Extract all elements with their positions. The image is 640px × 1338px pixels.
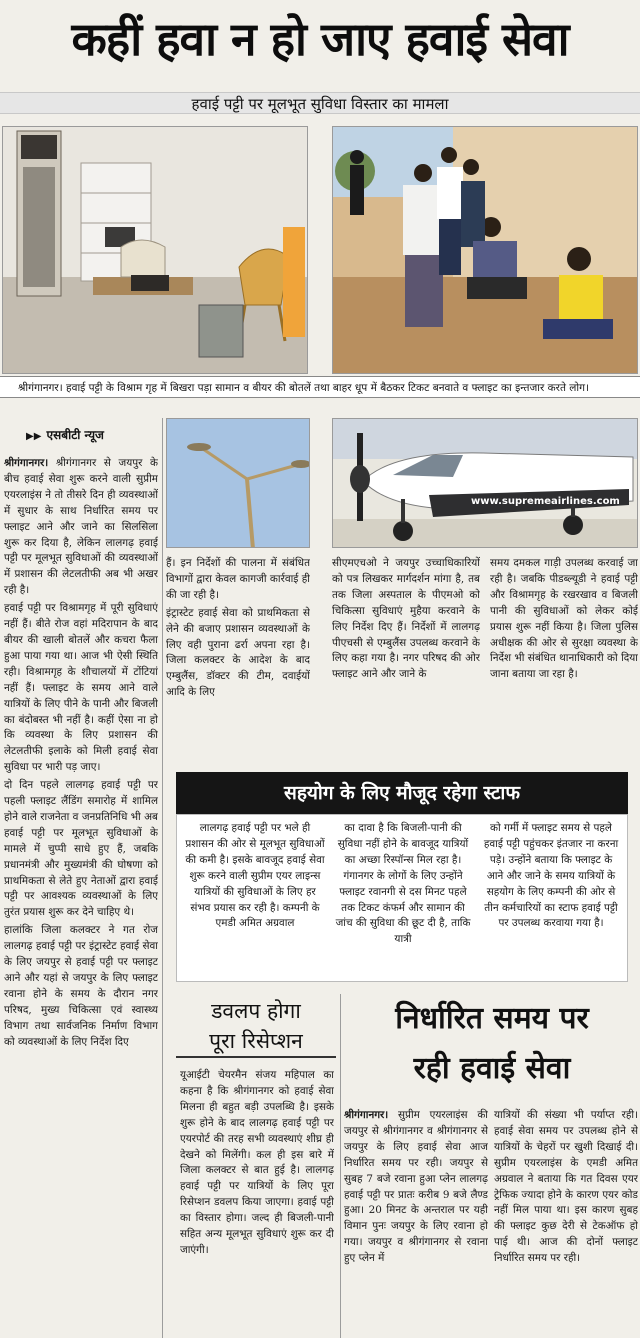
main-headline: कहीं हवा न हो जाए हवाई सेवा bbox=[71, 12, 569, 66]
aircraft-livery-text: www.supremeairlines.com bbox=[471, 496, 620, 507]
aircraft-photo bbox=[332, 418, 638, 548]
column-divider bbox=[162, 418, 163, 1338]
paragraph: हालांकि जिला कलक्टर ने गत रोज लालगढ़ हवाई पट्टी पर इंट्रास्टेट हवाई सेवा के लिए जयपुर से हवाई पट्टी पर फ्लाइट आने और यहां से जयपुर के लिए फ्लाइट रवाना होने के समय के दौरान नगर परिषद, मुख्य चिकित्सा एवं स्वास्थ्य विभाग तथा सार्वजनिक निर्माण विभाग को व्यवस्थाओं के लिए निर्देश दिए bbox=[4, 924, 158, 1048]
streetlight-image bbox=[167, 419, 310, 548]
reception-heading-box bbox=[176, 996, 336, 1058]
paragraph: इंट्रास्टेट हवाई सेवा को प्राथमिकता से लेने की बजाए प्रशासन व्यवस्थाओं के लिए वही पुराना ढर्रा अपना रहा है। जिला कलक्टर के आदेश के बाद एम्बुलैंस, डॉक्टर की टीम, दवाईयों आदि के लिए bbox=[166, 606, 310, 699]
paragraph: समय दमकल गाड़ी उपलब्ध करवाई जा रही है। जबकि पीडब्ल्यूडी ने हवाई पट्टी और विश्रामगृह के रखरखाव व बिजली पानी की सुविधाओं को लेकर कोई प्रयास शुरू नहीं किया है। जिला पुलिस अधीक्षक की ओर से सुरक्षा व्यवस्था के निर्देश भी संबंधित थानाधिकारी को दिया जाना बताया जा रहा है। bbox=[490, 557, 638, 681]
article-column-3 bbox=[332, 556, 480, 756]
schedule-column-1 bbox=[344, 1108, 488, 1334]
paragraph: हैं। इन निर्देशों की पालना में संबंधित विभागों द्वारा केवल कागजी कार्रवाई ही की जा रही है। bbox=[166, 557, 310, 601]
passengers-image bbox=[333, 127, 638, 374]
photo-caption: श्रीगंगानगर। हवाई पट्टी के विश्राम गृह में बिखरा पड़ा सामान व बीयर की बोतलें तथा बाहर धूप में बैठकर टिकट बनवाते व फ्लाइट का इन्तजार करते लोग। bbox=[0, 376, 640, 398]
paragraph: सुप्रीम एयरलाइंस की जयपुर से श्रीगंगानगर व श्रीगंगानगर से जयपुर के लिए हवाई सेवा आज निर्धारित समय पर रही। जयपुर से सुबह 7 बजे रवाना हुआ प्लेन लालगढ़ हवाई पट्टी पर प्रातः करीब 9 बजे लैण्ड हुआ। 20 मिनट के अन्तराल पर यही विमान पुनः जयपुर के लिए रवाना हो गया। जयपुर व श्रीगंगानगर से रवाना हुए प्लेन में bbox=[344, 1109, 488, 1265]
dateline: श्रीगंगानगर। bbox=[4, 457, 49, 469]
staff-box-heading: सहयोग के लिए मौजूद रहेगा स्टाफ bbox=[176, 772, 628, 814]
schedule-heading-line-1: निर्धारित समय पर bbox=[395, 1001, 589, 1036]
schedule-heading bbox=[344, 994, 640, 1098]
agency-byline bbox=[26, 424, 166, 440]
article-column-2 bbox=[166, 556, 310, 756]
rest-house-photo bbox=[2, 126, 308, 374]
column-divider bbox=[340, 994, 341, 1338]
dateline: श्रीगंगानगर। bbox=[344, 1109, 389, 1121]
rest-house-image bbox=[3, 127, 308, 374]
streetlight-photo bbox=[166, 418, 310, 548]
passengers-outside-photo bbox=[332, 126, 638, 374]
paragraph: सीएमएचओ ने जयपुर उच्चाधिकारियों को पत्र लिखकर मार्गदर्शन मांगा है, तब तक जिला अस्पताल के पीएमओ को चिकित्सा सुविधाएं मुहैया करवाने के लिए निर्देश दिए हैं। निर्देशों में लालगढ़ पीएचसी से एम्बुलैंस उपलब्ध करवाने के लिए कहा गया है। नगर परिषद की ओर फ्लाइट आने और जाने के bbox=[332, 557, 480, 681]
paragraph: हवाई पट्टी पर विश्रामगृह में पूरी सुविधाएं नहीं हैं। बीते रोज वहां मदिरापान के बाद बीयर की खाली बोतलें और कचरा फैला हुआ पाया गया था। आज भी ऐसी स्थिति रही। विश्रामगृह के शौचालयों में टोंटियां नहीं हैं। फ्लाइट के समय आने वाले यात्रियों के लिए पीने के पानी और बिजली का बंदोबस्त भी नहीं है। कहीं ऐसा ना हो कि व्यवस्था के लिए प्रशासन की लेटलतीफी इलाके को मिली हवाई सेवा सुविधा पर भारी पड़ जाए। bbox=[4, 602, 158, 774]
aircraft-image bbox=[333, 419, 638, 548]
agency-name: एसबीटी न्यूज bbox=[46, 428, 104, 442]
reception-heading-line-2: पूरा रिसेप्शन bbox=[209, 1029, 303, 1053]
schedule-heading-line-2: रही हवाई सेवा bbox=[413, 1051, 571, 1086]
schedule-column-2: यात्रियों की संख्या भी पर्याप्त रही। हवाई सेवा समय पर उपलब्ध होने से यात्रियों के चेहरों पर खुशी दिखाई दी। सुप्रीम एयरलाइंस के एमडी अमित अग्रवाल ने बताया कि गत दिवस एयर ट्रेफिक ज्यादा होने के कारण एयर कोड नहीं मिल पाया था। इस कारण सुबह की फ्लाइट कुछ देरी से टेकऑफ हो पाई थी। आज की दोनों फ्लाइट निर्धारित समय पर रही। bbox=[494, 1109, 638, 1265]
staff-column-1: लालगढ़ हवाई पट्टी पर भले ही प्रशासन की ओर से मूलभूत सुविधाओं की कमी है। इसके बावजूद हवाई सेवा शुरू करने वाली सुप्रीम एयर लाइन्स यात्रियों की सुविधाओं के लिए हर संभव प्रयास कर रही है। कम्पनी के एमडी अमित अग्रवाल bbox=[185, 822, 325, 930]
staff-column-3: को गर्मी में फ्लाइट समय से पहले हवाई पट्टी पहुंचकर इंतजार ना करना पड़े। उन्होंने बताया कि फ्लाइट के आने और जाने के समय यात्रियों के सहयोग के लिए कम्पनी की ओर से तीन कर्मचारियों का स्टाफ हवाई पट्टी पर उपलब्ध करवाया गया है। bbox=[483, 822, 619, 930]
reception-body: यूआईटी चेयरमैन संजय महिपाल का कहना है कि श्रीगंगानगर को हवाई सेवा मिलना ही बहुत बड़ी उपलब्धि है। इसके शुरू होने के बाद लालगढ़ हवाई पट्टी पर एयरपोर्ट की तरह सभी व्यवस्थाएं शीघ्र ही देखने को मिलेंगी। कल ही इस बारे में जिला कलक्टर से बात हुई है। लालगढ़ हवाई पट्टी पर यात्रियों के लिए पूरा रिसेप्शन डवलप किया जाएगा। हवाई पट्टी का विस्तार होगा। जल्द ही बिजली-पानी सहित अन्य मूलभूत सुविधाएं शुरू कर दी जाएंगी। bbox=[180, 1069, 334, 1256]
sub-headline: हवाई पट्टी पर मूलभूत सुविधा विस्तार का मामला bbox=[0, 92, 640, 114]
staff-column-2: का दावा है कि बिजली-पानी की सुविधा नहीं होने के बावजूद यात्रियों का अच्छा रिस्पॉन्स मिल रहा है। गंगानगर के लोगों के लिए उन्होंने फ्लाइट रवानगी से दस मिनट पहले तक टिकट कंफर्म और सामान की जांच की सुविधा की छूट दी है, ताकि यात्री bbox=[335, 822, 471, 946]
double-chevron-icon: ▶▶ bbox=[26, 431, 42, 442]
paragraph: दो दिन पहले लालगढ़ हवाई पट्टी पर पहली फ्लाइट लैंडिंग समारोह में शामिल होने वाले राजनेता व जनप्रतिनिधि भी अब हवाई पट्टी पर मूलभूत सुविधाओं के मामले में चुप्पी साधे हुए हैं, जबकि प्रधानमंत्री और मुख्यमंत्री की घोषणा को प्राथमिकता से लेते हुए नेताओं द्वारा हवाई पट्टी पर आवश्यक व्यवस्थाओं के लिए तुरंत प्रयास शुरू कर देने चाहिए थे। bbox=[4, 779, 158, 919]
paragraph: श्रीगंगानगर से जयपुर के बीच हवाई सेवा शुरू करने वाली सुप्रीम एयरलाइंस ने तो तीसरे दिन ही व्यवस्थाओं में सुधार के साथ निर्धारित समय पर फ्लाइट आने और जाने का सिलसिला शुरू कर दिया है, लेकिन लालगढ़ हवाई पट्टी पर मूलभूत सुविधाओं की व्यवस्थाओं में प्रशासन की लेटलतीफी अब भी अखर रही है। bbox=[4, 457, 158, 597]
staff-box bbox=[176, 814, 628, 982]
article-column-4 bbox=[490, 556, 638, 756]
reception-heading-line-1: डवलप होगा bbox=[211, 999, 301, 1023]
article-column-1 bbox=[4, 456, 158, 1336]
